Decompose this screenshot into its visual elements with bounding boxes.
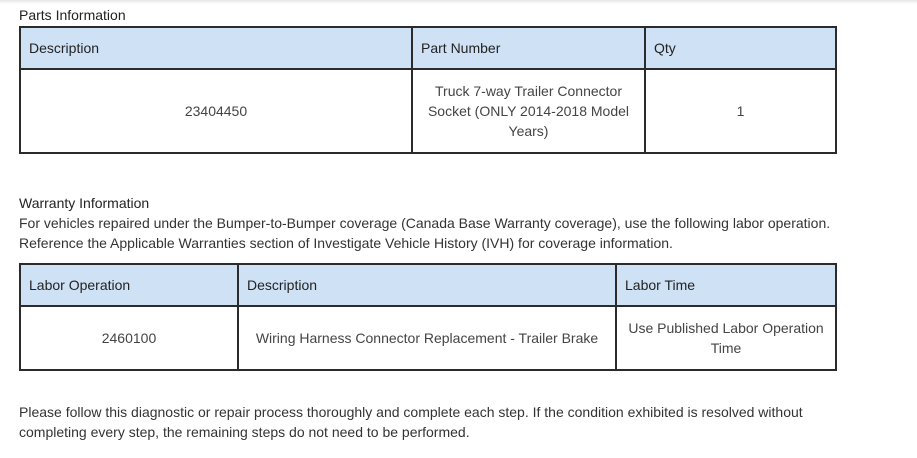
warranty-description-line-1: For vehicles repaired under the Bumper-to-Bumper coverage (Canada Base Warranty coverage), use the following labor operation. xyxy=(19,215,831,231)
parts-information-title: Parts Information xyxy=(19,7,126,23)
parts-header-description: Description xyxy=(20,27,412,69)
labor-header-description: Description xyxy=(238,264,616,306)
labor-table xyxy=(19,263,837,371)
labor-cell-time: Use Published Labor Operation Time xyxy=(616,306,836,370)
labor-cell-operation: 2460100 xyxy=(20,306,238,370)
procedure-note: Please follow this diagnostic or repair process thoroughly and complete each step. If the condition exhibited is resolved without completing every step, the remaining steps do not need to be performed. xyxy=(19,404,803,440)
labor-cell-description: Wiring Harness Connector Replacement - Trailer Brake xyxy=(238,306,616,370)
warranty-information-title: Warranty Information xyxy=(19,195,150,211)
warranty-description-line-2: Reference the Applicable Warranties section of Investigate Vehicle History (IVH) for coverage information. xyxy=(19,235,673,251)
table-row xyxy=(20,306,836,370)
parts-header-qty: Qty xyxy=(645,27,836,69)
table-row xyxy=(20,69,836,153)
parts-cell-qty: 1 xyxy=(645,69,836,153)
parts-header-part-number: Part Number xyxy=(412,27,645,69)
labor-header-labor-time: Labor Time xyxy=(616,264,836,306)
parts-cell-part-number: Truck 7-way Trailer Connector Socket (ONLY 2014-2018 Model Years) xyxy=(412,69,645,153)
parts-cell-description: 23404450 xyxy=(20,69,412,153)
parts-table-header-row xyxy=(20,27,836,69)
labor-header-labor-operation: Labor Operation xyxy=(20,264,238,306)
labor-table-header-row xyxy=(20,264,836,306)
parts-table xyxy=(19,26,837,154)
top-edge-shadow xyxy=(0,0,917,4)
